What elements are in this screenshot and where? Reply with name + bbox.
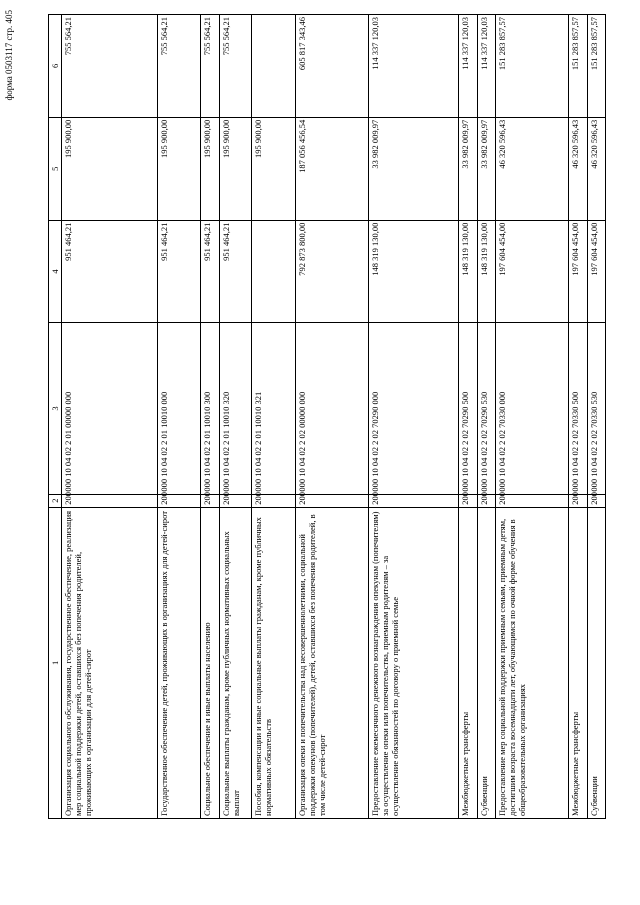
approved-amount-cell: 951 464,21 — [201, 220, 219, 323]
header-cell: 3 — [49, 323, 62, 494]
row-code-cell: 200 — [587, 494, 605, 507]
budget-code-cell: 000 10 04 02 2 01 10010 321 — [252, 323, 296, 494]
budget-code-cell: 000 10 04 02 2 02 70330 500 — [569, 323, 587, 494]
executed-amount-cell: 195 900,00 — [219, 117, 251, 220]
row-name-cell: Организация социального обслуживания, государственное обеспечение, реализация мер социальной поддержки детей, оставшихся без попечения родителей, проживающих в организации для детей-сирот — [62, 507, 158, 818]
approved-amount-cell: 148 319 130,00 — [477, 220, 495, 323]
unexecuted-amount-cell: 151 283 857,57 — [569, 15, 587, 118]
unexecuted-amount-cell: 755 564,21 — [62, 15, 158, 118]
unexecuted-amount-cell: 114 337 120,03 — [477, 15, 495, 118]
row-name-cell: Государственное обеспечение детей, проживающих в организациях для детей-сирот — [157, 507, 201, 818]
row-name-cell: Организация опеки и попечительства над несовершеннолетними, социальной поддержки опекунов (попечителей), детей, оставшихся без попечения родителей, в том числе детей-сирот — [295, 507, 368, 818]
row-name-cell: Предоставление мер социальной поддержки приемным семьям, приемным детям, достигшим возраста восемнадцати лет, обучающимся по очной форме обучения в общеобразовательных организациях — [495, 507, 568, 818]
unexecuted-amount-cell: 755 564,21 — [219, 15, 251, 118]
row-code-cell: 200 — [495, 494, 568, 507]
executed-amount-cell: 195 900,00 — [252, 117, 296, 220]
executed-amount-cell: 46 320 596,43 — [587, 117, 605, 220]
table-row — [295, 15, 368, 819]
approved-amount-cell — [252, 220, 296, 323]
table-row — [62, 15, 158, 819]
row-name-cell: Субвенции — [477, 507, 495, 818]
row-code-cell: 200 — [157, 494, 201, 507]
header-row — [49, 15, 62, 819]
row-code-cell: 200 — [252, 494, 296, 507]
executed-amount-cell: 33 982 009,97 — [459, 117, 477, 220]
unexecuted-amount-cell: 605 817 343,46 — [295, 15, 368, 118]
header-cell: 5 — [49, 117, 62, 220]
approved-amount-cell: 197 604 454,00 — [569, 220, 587, 323]
table-row — [201, 15, 219, 819]
approved-amount-cell: 951 464,21 — [157, 220, 201, 323]
table-row — [369, 15, 459, 819]
row-code-cell: 200 — [219, 494, 251, 507]
table-row — [157, 15, 201, 819]
budget-code-cell: 000 10 04 02 2 02 70290 530 — [477, 323, 495, 494]
budget-code-cell: 000 10 04 02 2 02 70330 530 — [587, 323, 605, 494]
table-row — [495, 15, 568, 819]
executed-amount-cell: 33 982 009,97 — [477, 117, 495, 220]
row-name-cell: Социальное обеспечение и иные выплаты населению — [201, 507, 219, 818]
approved-amount-cell: 148 319 130,00 — [369, 220, 459, 323]
executed-amount-cell: 46 320 596,43 — [495, 117, 568, 220]
table-row — [459, 15, 477, 819]
row-code-cell: 200 — [201, 494, 219, 507]
approved-amount-cell: 197 604 454,00 — [495, 220, 568, 323]
header-cell: 1 — [49, 507, 62, 818]
row-code-cell: 200 — [569, 494, 587, 507]
header-cell: 4 — [49, 220, 62, 323]
approved-amount-cell: 792 873 800,00 — [295, 220, 368, 323]
approved-amount-cell: 148 319 130,00 — [459, 220, 477, 323]
table-row — [252, 15, 296, 819]
unexecuted-amount-cell: 114 337 120,03 — [369, 15, 459, 118]
executed-amount-cell: 187 056 456,54 — [295, 117, 368, 220]
row-code-cell: 200 — [477, 494, 495, 507]
row-code-cell: 200 — [62, 494, 158, 507]
unexecuted-amount-cell: 151 283 857,57 — [587, 15, 605, 118]
budget-code-cell: 000 10 04 02 2 02 70330 000 — [495, 323, 568, 494]
budget-code-cell: 000 10 04 02 2 02 00000 000 — [295, 323, 368, 494]
executed-amount-cell: 195 900,00 — [201, 117, 219, 220]
unexecuted-amount-cell: 755 564,21 — [157, 15, 201, 118]
header-cell: 2 — [49, 494, 62, 507]
table-row — [587, 15, 605, 819]
row-name-cell: Субвенции — [587, 507, 605, 818]
row-name-cell: Межбюджетные трансферты — [459, 507, 477, 818]
row-code-cell: 200 — [459, 494, 477, 507]
approved-amount-cell: 951 464,21 — [219, 220, 251, 323]
approved-amount-cell: 197 604 454,00 — [587, 220, 605, 323]
row-name-cell: Социальные выплаты гражданам, кроме публичных нормативных социальных выплат — [219, 507, 251, 818]
unexecuted-amount-cell — [252, 15, 296, 118]
executed-amount-cell: 46 320 596,43 — [569, 117, 587, 220]
budget-code-cell: 000 10 04 02 2 01 10010 300 — [201, 323, 219, 494]
budget-code-cell: 000 10 04 02 2 01 10010 000 — [157, 323, 201, 494]
unexecuted-amount-cell: 151 283 857,57 — [495, 15, 568, 118]
table-row — [477, 15, 495, 819]
unexecuted-amount-cell: 755 564,21 — [201, 15, 219, 118]
table-body — [62, 15, 606, 819]
budget-code-cell: 000 10 04 02 2 01 00000 000 — [62, 323, 158, 494]
row-name-cell: Пособия, компенсации и иные социальные выплаты гражданам, кроме публичных нормативных обязательств — [252, 507, 296, 818]
row-code-cell: 200 — [369, 494, 459, 507]
unexecuted-amount-cell: 114 337 120,03 — [459, 15, 477, 118]
budget-code-cell: 000 10 04 02 2 02 70290 500 — [459, 323, 477, 494]
budget-table — [48, 14, 606, 819]
header-cell: 6 — [49, 15, 62, 118]
table-row — [569, 15, 587, 819]
table-row — [219, 15, 251, 819]
row-name-cell: Предоставление ежемесячного денежного вознаграждения опекунам (попечителям) за осуществление опеки или попечительства, приемным родителям – за осуществление обязанностей по договору о приемной семье — [369, 507, 459, 818]
row-code-cell: 200 — [295, 494, 368, 507]
executed-amount-cell: 195 900,00 — [62, 117, 158, 220]
budget-code-cell: 000 10 04 02 2 02 70290 000 — [369, 323, 459, 494]
approved-amount-cell: 951 464,21 — [62, 220, 158, 323]
executed-amount-cell: 195 900,00 — [157, 117, 201, 220]
row-name-cell: Межбюджетные трансферты — [569, 507, 587, 818]
executed-amount-cell: 33 982 009,97 — [369, 117, 459, 220]
budget-code-cell: 000 10 04 02 2 01 10010 320 — [219, 323, 251, 494]
form-note: форма 0503117 стр. 405 — [4, 10, 14, 101]
